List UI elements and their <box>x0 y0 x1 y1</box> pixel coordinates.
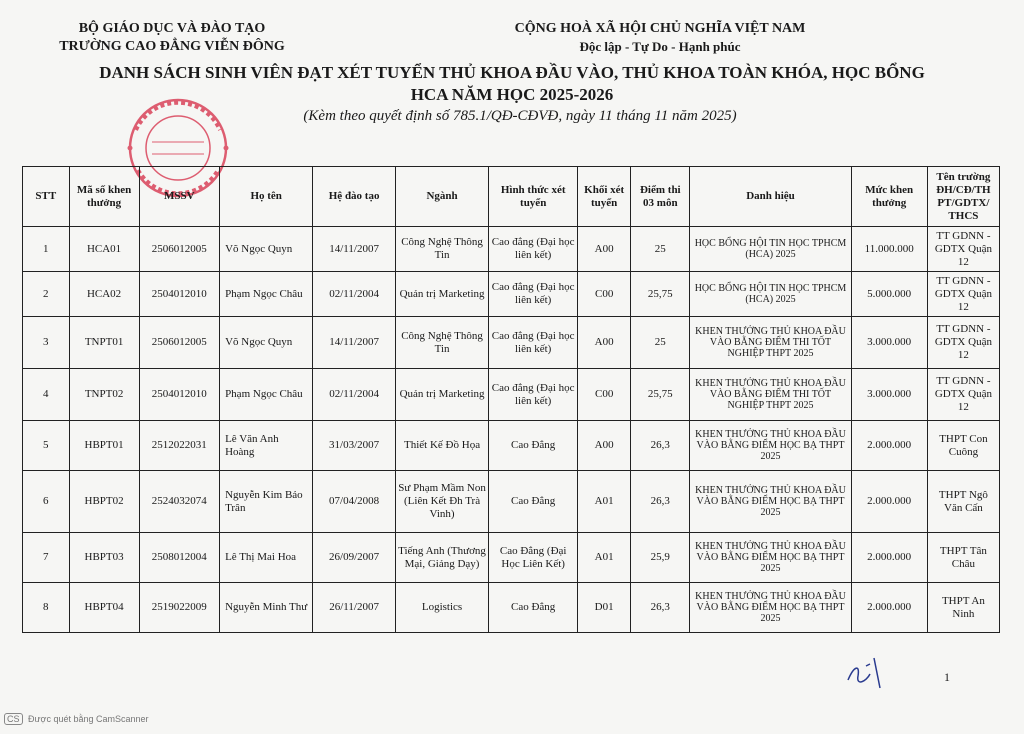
cell-school: THPT Tân Châu <box>927 533 999 583</box>
cell-score: 25,9 <box>631 533 690 583</box>
cell-amount: 11.000.000 <box>851 227 927 272</box>
cell-code: TNPT02 <box>69 369 139 421</box>
col-block: Khối xét tuyển <box>578 167 631 227</box>
col-school: Tên trường ĐH/CĐ/TH PT/GDTX/ THCS <box>927 167 999 227</box>
col-stt: STT <box>23 167 70 227</box>
cell-school: TT GDNN - GDTX Quận 12 <box>927 227 999 272</box>
cell-title: KHEN THƯỞNG THỦ KHOA ĐẦU VÀO BẰNG ĐIỂM HỌC BẠ THPT 2025 <box>690 471 851 533</box>
cell-title: KHEN THƯỞNG THỦ KHOA ĐẦU VÀO BẰNG ĐIỂM HỌC BẠ THPT 2025 <box>690 533 851 583</box>
cell-amount: 3.000.000 <box>851 317 927 369</box>
camscanner-icon: CS <box>4 713 23 725</box>
cell-method: Cao đẳng (Đại học liên kết) <box>489 272 578 317</box>
col-method: Hình thức xét tuyển <box>489 167 578 227</box>
header-right <box>490 20 830 56</box>
cell-mssv: 2512022031 <box>139 421 220 471</box>
cell-method: Cao Đẳng <box>489 421 578 471</box>
cell-name: Nguyễn Kim Bảo Trân <box>220 471 313 533</box>
table-row <box>23 317 1000 369</box>
cell-code: HBPT01 <box>69 421 139 471</box>
cell-score: 26,3 <box>631 471 690 533</box>
cell-title: KHEN THƯỞNG THỦ KHOA ĐẦU VÀO BẰNG ĐIỂM HỌC BẠ THPT 2025 <box>690 421 851 471</box>
cell-stt: 2 <box>23 272 70 317</box>
cell-block: A00 <box>578 317 631 369</box>
header-left <box>52 20 292 56</box>
cell-name: Nguyễn Minh Thư <box>220 583 313 633</box>
cell-major: Tiếng Anh (Thương Mại, Giảng Dạy) <box>395 533 488 583</box>
cell-major: Công Nghệ Thông Tin <box>395 317 488 369</box>
cell-mssv: 2504012010 <box>139 272 220 317</box>
col-name: Họ tên <box>220 167 313 227</box>
cell-block: A00 <box>578 227 631 272</box>
cell-code: HCA01 <box>69 227 139 272</box>
page-number: 1 <box>944 670 950 684</box>
cell-name: Phạm Ngọc Châu <box>220 272 313 317</box>
cell-block: A01 <box>578 533 631 583</box>
cell-mssv: 2524032074 <box>139 471 220 533</box>
cell-title: KHEN THƯỞNG THỦ KHOA ĐẦU VÀO BẰNG ĐIỂM THI TỐT NGHIỆP THPT 2025 <box>690 317 851 369</box>
cell-school: TT GDNN - GDTX Quận 12 <box>927 317 999 369</box>
motto: Độc lập - Tự Do - Hạnh phúc <box>579 39 741 54</box>
cell-school: THPT Ngô Văn Cấn <box>927 471 999 533</box>
cell-program: 02/11/2004 <box>313 369 396 421</box>
country-name: CỘNG HOÀ XÃ HỘI CHỦ NGHĨA VIỆT NAM <box>514 21 806 36</box>
col-major: Ngành <box>395 167 488 227</box>
table-row <box>23 533 1000 583</box>
cell-name: Võ Ngọc Quyn <box>220 317 313 369</box>
cell-program: 02/11/2004 <box>313 272 396 317</box>
cell-score: 26,3 <box>631 583 690 633</box>
cell-score: 25,75 <box>631 272 690 317</box>
cell-title: KHEN THƯỞNG THỦ KHOA ĐẦU VÀO BẰNG ĐIỂM THI TỐT NGHIỆP THPT 2025 <box>690 369 851 421</box>
cell-program: 26/11/2007 <box>313 583 396 633</box>
cell-stt: 4 <box>23 369 70 421</box>
col-amount: Mức khen thưởng <box>851 167 927 227</box>
col-score: Điểm thi 03 môn <box>631 167 690 227</box>
cell-score: 25,75 <box>631 369 690 421</box>
col-program: Hệ đào tạo <box>313 167 396 227</box>
document-subtitle: (Kèm theo quyết định số 785.1/QĐ-CĐVĐ, ngày 11 tháng 11 năm 2025) <box>303 108 737 124</box>
cell-mssv: 2508012004 <box>139 533 220 583</box>
cell-amount: 3.000.000 <box>851 369 927 421</box>
cell-name: Lê Thị Mai Hoa <box>220 533 313 583</box>
cell-program: 14/11/2007 <box>313 317 396 369</box>
cell-program: 14/11/2007 <box>313 227 396 272</box>
cell-code: HCA02 <box>69 272 139 317</box>
cell-amount: 2.000.000 <box>851 471 927 533</box>
cell-major: Công Nghệ Thông Tin <box>395 227 488 272</box>
student-table <box>22 166 1000 633</box>
cell-stt: 6 <box>23 471 70 533</box>
cell-major: Sư Phạm Mầm Non (Liên Kết Đh Trà Vinh) <box>395 471 488 533</box>
cell-block: D01 <box>578 583 631 633</box>
title-line-1: DANH SÁCH SINH VIÊN ĐẠT XÉT TUYỂN THỦ KHOA ĐẦU VÀO, THỦ KHOA TOÀN KHÓA, HỌC BỔNG <box>99 63 925 82</box>
cell-title: HỌC BỔNG HỘI TIN HỌC TPHCM (HCA) 2025 <box>690 272 851 317</box>
cell-amount: 2.000.000 <box>851 421 927 471</box>
cell-block: C00 <box>578 272 631 317</box>
cell-major: Logistics <box>395 583 488 633</box>
cell-program: 31/03/2007 <box>313 421 396 471</box>
cell-school: TT GDNN - GDTX Quận 12 <box>927 369 999 421</box>
cell-stt: 1 <box>23 227 70 272</box>
cell-method: Cao đẳng (Đại học liên kết) <box>489 317 578 369</box>
cell-method: Cao Đẳng <box>489 583 578 633</box>
cell-amount: 2.000.000 <box>851 533 927 583</box>
scanner-text: Được quét bằng CamScanner <box>28 714 149 724</box>
cell-program: 26/09/2007 <box>313 533 396 583</box>
table-row <box>23 369 1000 421</box>
ministry-name: BỘ GIÁO DỤC VÀ ĐÀO TẠO <box>78 21 266 36</box>
cell-major: Quản trị Marketing <box>395 272 488 317</box>
scanner-watermark <box>4 713 149 725</box>
cell-block: C00 <box>578 369 631 421</box>
cell-major: Thiết Kế Đồ Họa <box>395 421 488 471</box>
cell-mssv: 2519022009 <box>139 583 220 633</box>
cell-title: KHEN THƯỞNG THỦ KHOA ĐẦU VÀO BẰNG ĐIỂM HỌC BẠ THPT 2025 <box>690 583 851 633</box>
cell-method: Cao đẳng (Đại học liên kết) <box>489 369 578 421</box>
cell-code: HBPT02 <box>69 471 139 533</box>
cell-stt: 3 <box>23 317 70 369</box>
signature <box>840 652 900 692</box>
cell-mssv: 2506012005 <box>139 317 220 369</box>
cell-name: Võ Ngọc Quyn <box>220 227 313 272</box>
title-line-2: HCA NĂM HỌC 2025-2026 <box>410 85 614 104</box>
cell-score: 26,3 <box>631 421 690 471</box>
cell-stt: 7 <box>23 533 70 583</box>
cell-title: HỌC BỔNG HỘI TIN HỌC TPHCM (HCA) 2025 <box>690 227 851 272</box>
cell-block: A00 <box>578 421 631 471</box>
col-title: Danh hiệu <box>690 167 851 227</box>
cell-mssv: 2504012010 <box>139 369 220 421</box>
col-mssv: MSSV <box>139 167 220 227</box>
cell-code: HBPT03 <box>69 533 139 583</box>
cell-method: Cao Đẳng <box>489 471 578 533</box>
cell-stt: 5 <box>23 421 70 471</box>
table-row <box>23 583 1000 633</box>
cell-block: A01 <box>578 471 631 533</box>
cell-school: THPT An Ninh <box>927 583 999 633</box>
cell-major: Quản trị Marketing <box>395 369 488 421</box>
col-reward-code: Mã số khen thưởng <box>69 167 139 227</box>
cell-school: THPT Con Cuông <box>927 421 999 471</box>
cell-amount: 5.000.000 <box>851 272 927 317</box>
cell-method: Cao Đẳng (Đại Học Liên Kết) <box>489 533 578 583</box>
cell-program: 07/04/2008 <box>313 471 396 533</box>
table-header-row <box>23 167 1000 227</box>
cell-code: HBPT04 <box>69 583 139 633</box>
table-row <box>23 471 1000 533</box>
cell-score: 25 <box>631 227 690 272</box>
cell-score: 25 <box>631 317 690 369</box>
cell-amount: 2.000.000 <box>851 583 927 633</box>
table-row <box>23 272 1000 317</box>
cell-method: Cao đẳng (Đại học liên kết) <box>489 227 578 272</box>
table-row <box>23 227 1000 272</box>
cell-stt: 8 <box>23 583 70 633</box>
school-name: TRƯỜNG CAO ĐẲNG VIỄN ĐÔNG <box>59 39 285 54</box>
cell-name: Phạm Ngọc Châu <box>220 369 313 421</box>
table-row <box>23 421 1000 471</box>
cell-school: TT GDNN - GDTX Quận 12 <box>927 272 999 317</box>
cell-mssv: 2506012005 <box>139 227 220 272</box>
cell-code: TNPT01 <box>69 317 139 369</box>
cell-name: Lê Văn Anh Hoàng <box>220 421 313 471</box>
